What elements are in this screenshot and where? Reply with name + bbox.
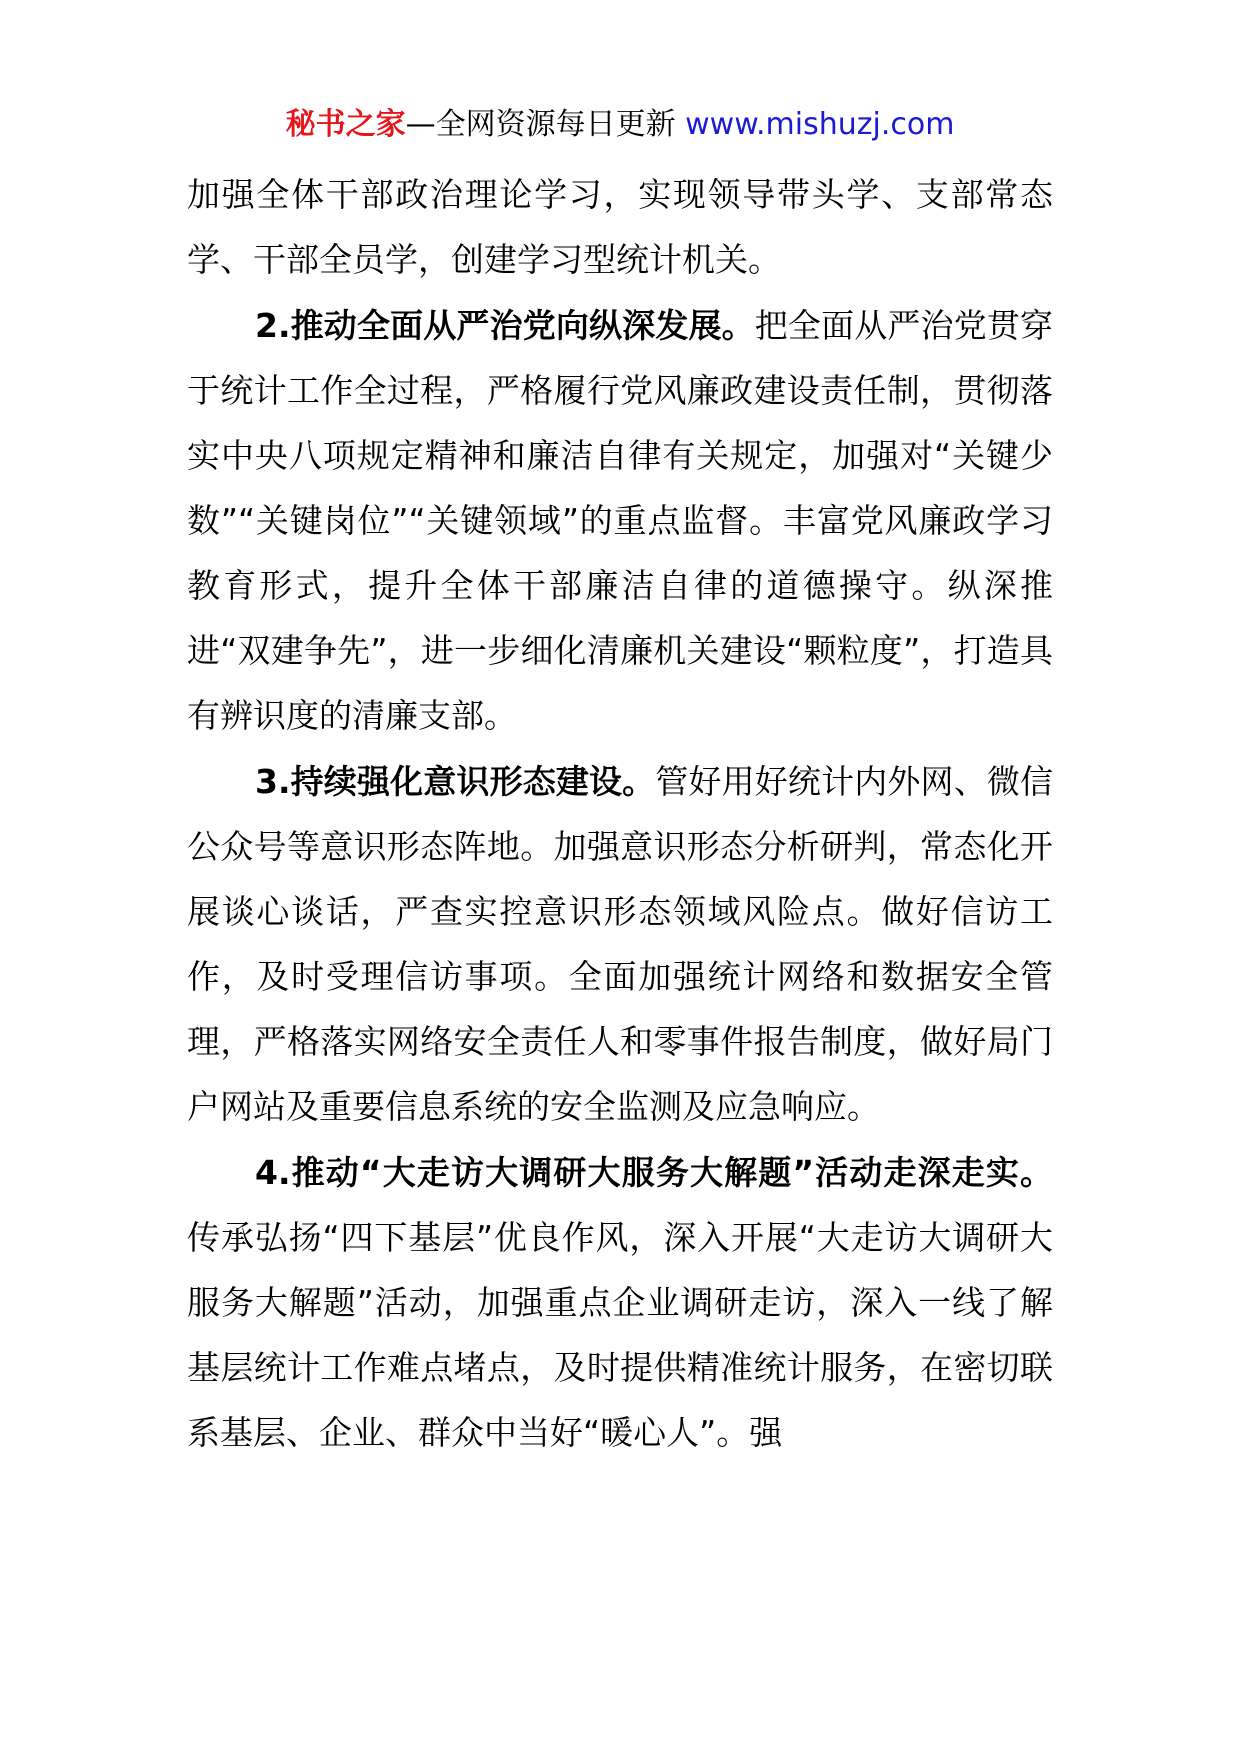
paragraph-text: 传承弘扬“四下基层”优良作风，深入开展“大走访大调研大服务大解题”活动，加强重点企业调研走访，深入一线了解基层统计工作难点堵点，及时提供精准统计服务，在密切联系基层、企业、群众中当好“暖心人”。强 [187, 1218, 1053, 1452]
site-url-link[interactable]: www.mishuzj.com [685, 107, 955, 142]
site-brand: 秘书之家 [285, 107, 406, 142]
paragraph-item-4 [187, 1140, 1053, 1465]
site-header [0, 103, 1240, 147]
paragraph-text: 管好用好统计内外网、微信公众号等意识形态阵地。加强意识形态分析研判，常态化开展谈心谈话，严查实控意识形态领域风险点。做好信访工作，及时受理信访事项。全面加强统计网络和数据安全管理，严格落实网络安全责任人和零事件报告制度，做好局门户网站及重要信息系统的安全监测及应急响应。 [187, 762, 1054, 1126]
paragraph-continuation [187, 162, 1053, 292]
paragraph-text: 加强全体干部政治理论学习，实现领导带头学、支部常态学、干部全员学，创建学习型统计机关。 [187, 175, 1053, 279]
paragraph-text: 把全面从严治党贯穿于统计工作全过程，严格履行党风廉政建设责任制，贯彻落实中央八项规定精神和廉洁自律有关规定，加强对“关键少数”“关键岗位”“关键领域”的重点监督。丰富党风廉政学习教育形式，提升全体干部廉洁自律的道德操守。纵深推进“双建争先”，进一步细化清廉机关建设“颗粒度”，打造具有辨识度的清廉支部。 [187, 306, 1053, 735]
document-body [187, 162, 1053, 1465]
paragraph-item-3 [187, 749, 1053, 1139]
paragraph-lead: 4.推动“大走访大调研大服务大解题”活动走深走实。 [255, 1153, 1053, 1192]
paragraph-item-2 [187, 293, 1053, 748]
site-tagline: —全网资源每日更新 [405, 107, 686, 142]
paragraph-lead: 2.推动全面从严治党向纵深发展。 [255, 306, 755, 345]
paragraph-lead: 3.持续强化意识形态建设。 [255, 762, 656, 801]
